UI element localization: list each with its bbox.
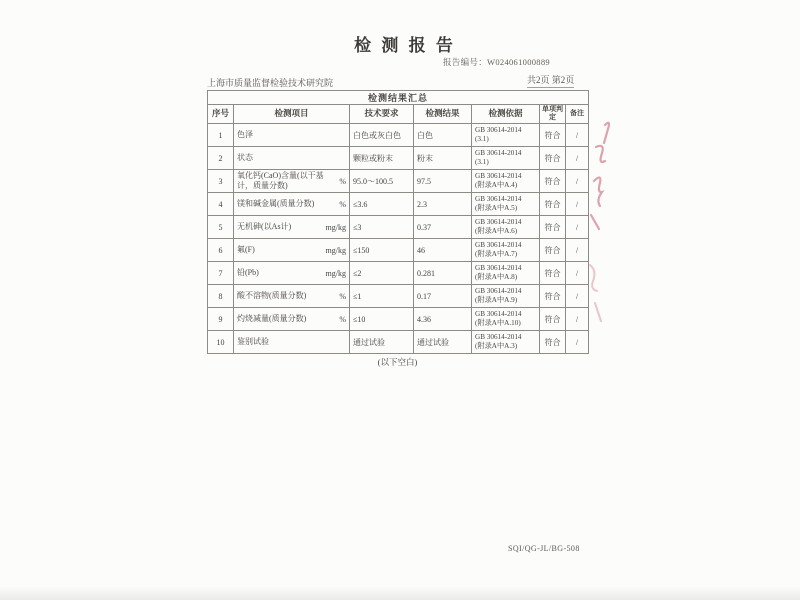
report-number: [443, 56, 550, 68]
basis-clause: (3.1): [475, 158, 489, 166]
cell-item: [234, 262, 350, 285]
cell-judgment: [540, 216, 566, 239]
report-title: 检 测 报 告: [354, 36, 456, 55]
cell-result: [414, 193, 472, 216]
table-row: [208, 124, 589, 147]
handwritten-stroke-2: [596, 146, 605, 162]
remark-value: /: [575, 291, 579, 301]
cell-no: [208, 216, 234, 239]
basis-standard: GB 30614-2014: [475, 287, 522, 295]
cell-no: [208, 331, 234, 354]
remark-value: /: [575, 153, 579, 163]
cell-basis: [472, 216, 540, 239]
cell-item: [234, 285, 350, 308]
result-value: 97.5: [417, 176, 431, 186]
cell-remark: [566, 147, 589, 170]
remark-value: /: [575, 245, 579, 255]
basis-standard: GB 30614-2014: [475, 264, 522, 272]
col-header-judgment: 单项判定: [540, 105, 566, 124]
cell-judgment: [540, 285, 566, 308]
cell-remark: [566, 285, 589, 308]
judgment-value: 符合: [544, 130, 561, 140]
cell-no: [208, 285, 234, 308]
cell-judgment: [540, 170, 566, 193]
basis-standard: GB 30614-2014: [475, 149, 522, 157]
table-header-row: [208, 105, 589, 124]
requirement-value: ≤150: [353, 245, 370, 255]
col-header-remark: 备注: [566, 105, 589, 124]
item-name: 酸不溶物(质量分数): [237, 291, 307, 300]
remark-value: /: [575, 314, 579, 324]
row-number: 6: [218, 245, 223, 255]
cell-item: [234, 170, 350, 193]
result-value: 粉末: [417, 153, 433, 163]
table-row: [208, 308, 589, 331]
basis-standard: GB 30614-2014: [475, 195, 522, 203]
table-row: [208, 331, 589, 354]
item-name: 鉴别试验: [237, 337, 269, 346]
col-header-no: 序号: [208, 105, 234, 124]
item-unit: %: [339, 314, 346, 324]
item-name: 氟(F): [237, 245, 255, 254]
result-value: 通过试验: [417, 337, 449, 347]
item-name: 氧化钙(CaO)含量(以干基计，质量分数): [237, 171, 324, 190]
cell-basis: [472, 285, 540, 308]
judgment-value: 符合: [544, 337, 561, 347]
row-number: 9: [218, 314, 223, 324]
table-row: [208, 147, 589, 170]
basis-clause: (附录A中A.7): [475, 250, 518, 258]
cell-requirement: [350, 285, 414, 308]
cell-result: [414, 285, 472, 308]
handwritten-red-marks: [583, 95, 625, 335]
row-number: 5: [218, 222, 223, 232]
cell-no: [208, 193, 234, 216]
cell-no: [208, 262, 234, 285]
basis-clause: (附录A中A.10): [475, 319, 521, 327]
row-number: 8: [218, 291, 223, 301]
cell-result: [414, 262, 472, 285]
col-header-item: 检测项目: [234, 105, 350, 124]
cell-basis: [472, 170, 540, 193]
remark-value: /: [575, 176, 579, 186]
handwritten-stroke-5: [590, 265, 597, 291]
judgment-value: 符合: [544, 176, 561, 186]
cell-basis: [472, 193, 540, 216]
handwritten-stroke-3: [594, 177, 602, 206]
cell-result: [414, 239, 472, 262]
scan-edge-shadow: [0, 586, 800, 600]
cell-basis: [472, 147, 540, 170]
item-unit: %: [339, 199, 346, 209]
cell-result: [414, 147, 472, 170]
item-name: 无机砷(以As计): [237, 222, 292, 231]
col-header-result: 检测结果: [414, 105, 472, 124]
result-value: 46: [417, 245, 425, 255]
table-title-row: [208, 91, 589, 105]
judgment-value: 符合: [544, 268, 561, 278]
item-name: 镁和碱金属(质量分数): [237, 199, 315, 208]
cell-basis: [472, 124, 540, 147]
requirement-value: 通过试验: [353, 337, 385, 347]
judgment-value: 符合: [544, 153, 561, 163]
col-header-basis: 检测依据: [472, 105, 540, 124]
judgment-value: 符合: [544, 222, 561, 232]
cell-remark: [566, 239, 589, 262]
result-value: 0.37: [417, 222, 431, 232]
basis-clause: (附录A中A.5): [475, 204, 518, 212]
report-number-value: W024061000889: [487, 57, 550, 67]
requirement-value: 白色或灰白色: [353, 130, 401, 140]
result-value: 2.3: [417, 199, 427, 209]
cell-result: [414, 170, 472, 193]
basis-standard: GB 30614-2014: [475, 333, 522, 341]
basis-standard: GB 30614-2014: [475, 310, 522, 318]
basis-clause: (附录A中A.9): [475, 296, 518, 304]
basis-standard: GB 30614-2014: [475, 241, 522, 249]
cell-remark: [566, 124, 589, 147]
cell-requirement: [350, 308, 414, 331]
cell-requirement: [350, 147, 414, 170]
table-row: [208, 193, 589, 216]
cell-remark: [566, 331, 589, 354]
result-value: 0.281: [417, 268, 435, 278]
remark-value: /: [575, 130, 579, 140]
result-value: 白色: [417, 130, 433, 140]
requirement-value: ≤1: [353, 291, 362, 301]
form-code: SQI/QG-JL/BG-508: [508, 544, 580, 553]
cell-item: [234, 308, 350, 331]
cell-remark: [566, 216, 589, 239]
cell-basis: [472, 239, 540, 262]
basis-clause: (附录A中A.3): [475, 342, 518, 350]
cell-requirement: [350, 170, 414, 193]
judgment-value: 符合: [544, 291, 561, 301]
requirement-value: ≤10: [353, 314, 366, 324]
table-row: [208, 285, 589, 308]
cell-remark: [566, 193, 589, 216]
cell-result: [414, 308, 472, 331]
cell-item: [234, 124, 350, 147]
item-unit: %: [339, 291, 346, 301]
result-value: 0.17: [417, 291, 431, 301]
table-row: [208, 262, 589, 285]
cell-judgment: [540, 331, 566, 354]
cell-basis: [472, 262, 540, 285]
item-unit: %: [339, 176, 346, 186]
cell-judgment: [540, 147, 566, 170]
remark-value: /: [575, 337, 579, 347]
cell-judgment: [540, 193, 566, 216]
row-number: 7: [218, 268, 223, 278]
cell-judgment: [540, 239, 566, 262]
institute-name: 上海市质量监督检验技术研究院: [207, 76, 333, 91]
result-value: 4.36: [417, 314, 431, 324]
report-number-label: 报告编号：: [443, 57, 488, 67]
cell-requirement: [350, 193, 414, 216]
item-name: 灼烧减量(质量分数): [237, 314, 307, 323]
cell-item: [234, 147, 350, 170]
col-header-requirement: 技术要求: [350, 105, 414, 124]
row-number: 4: [218, 199, 223, 209]
item-unit: mg/kg: [325, 222, 346, 232]
basis-clause: (附录A中A.8): [475, 273, 518, 281]
cell-requirement: [350, 124, 414, 147]
cell-remark: [566, 170, 589, 193]
table-title: 检测结果汇总: [208, 91, 589, 105]
cell-requirement: [350, 239, 414, 262]
basis-standard: GB 30614-2014: [475, 172, 522, 180]
handwritten-stroke-4: [591, 215, 599, 229]
item-unit: mg/kg: [325, 245, 346, 255]
remark-value: /: [575, 268, 579, 278]
cell-requirement: [350, 216, 414, 239]
item-name: 状态: [237, 153, 253, 162]
cell-judgment: [540, 308, 566, 331]
cell-item: [234, 193, 350, 216]
cell-judgment: [540, 124, 566, 147]
blank-below-note: (以下空白): [377, 357, 418, 367]
page-indicator: 共2页 第2页: [527, 73, 574, 88]
basis-clause: (附录A中A.6): [475, 227, 518, 235]
cell-remark: [566, 308, 589, 331]
cell-requirement: [350, 331, 414, 354]
basis-standard: GB 30614-2014: [475, 126, 522, 134]
results-table: [207, 90, 589, 354]
cell-requirement: [350, 262, 414, 285]
requirement-value: ≤3: [353, 222, 362, 232]
judgment-value: 符合: [544, 314, 561, 324]
item-name: 色泽: [237, 130, 253, 139]
cell-item: [234, 331, 350, 354]
table-row: [208, 170, 589, 193]
cell-basis: [472, 308, 540, 331]
table-row: [208, 216, 589, 239]
cell-item: [234, 239, 350, 262]
row-number: 2: [218, 153, 223, 163]
cell-remark: [566, 262, 589, 285]
remark-value: /: [575, 199, 579, 209]
cell-result: [414, 216, 472, 239]
basis-clause: (3.1): [475, 135, 489, 143]
requirement-value: 95.0～100.5: [353, 176, 393, 186]
basis-clause: (附录A中A.4): [475, 181, 518, 189]
cell-no: [208, 147, 234, 170]
handwritten-stroke-1: [604, 123, 609, 143]
item-unit: mg/kg: [325, 268, 346, 278]
handwritten-stroke-6: [595, 303, 601, 321]
cell-no: [208, 239, 234, 262]
cell-basis: [472, 331, 540, 354]
requirement-value: ≤2: [353, 268, 362, 278]
table-row: [208, 239, 589, 262]
remark-value: /: [575, 222, 579, 232]
cell-no: [208, 124, 234, 147]
cell-no: [208, 308, 234, 331]
judgment-value: 符合: [544, 245, 561, 255]
row-number: 10: [216, 337, 225, 347]
row-number: 1: [218, 130, 223, 140]
cell-result: [414, 124, 472, 147]
judgment-value: 符合: [544, 199, 561, 209]
cell-result: [414, 331, 472, 354]
cell-no: [208, 170, 234, 193]
item-name: 铅(Pb): [237, 268, 259, 277]
cell-judgment: [540, 262, 566, 285]
basis-standard: GB 30614-2014: [475, 218, 522, 226]
cell-item: [234, 216, 350, 239]
row-number: 3: [218, 176, 223, 186]
requirement-value: 颗粒或粉末: [353, 153, 393, 163]
results-table-wrap: [207, 90, 588, 368]
requirement-value: ≤3.6: [353, 199, 368, 209]
